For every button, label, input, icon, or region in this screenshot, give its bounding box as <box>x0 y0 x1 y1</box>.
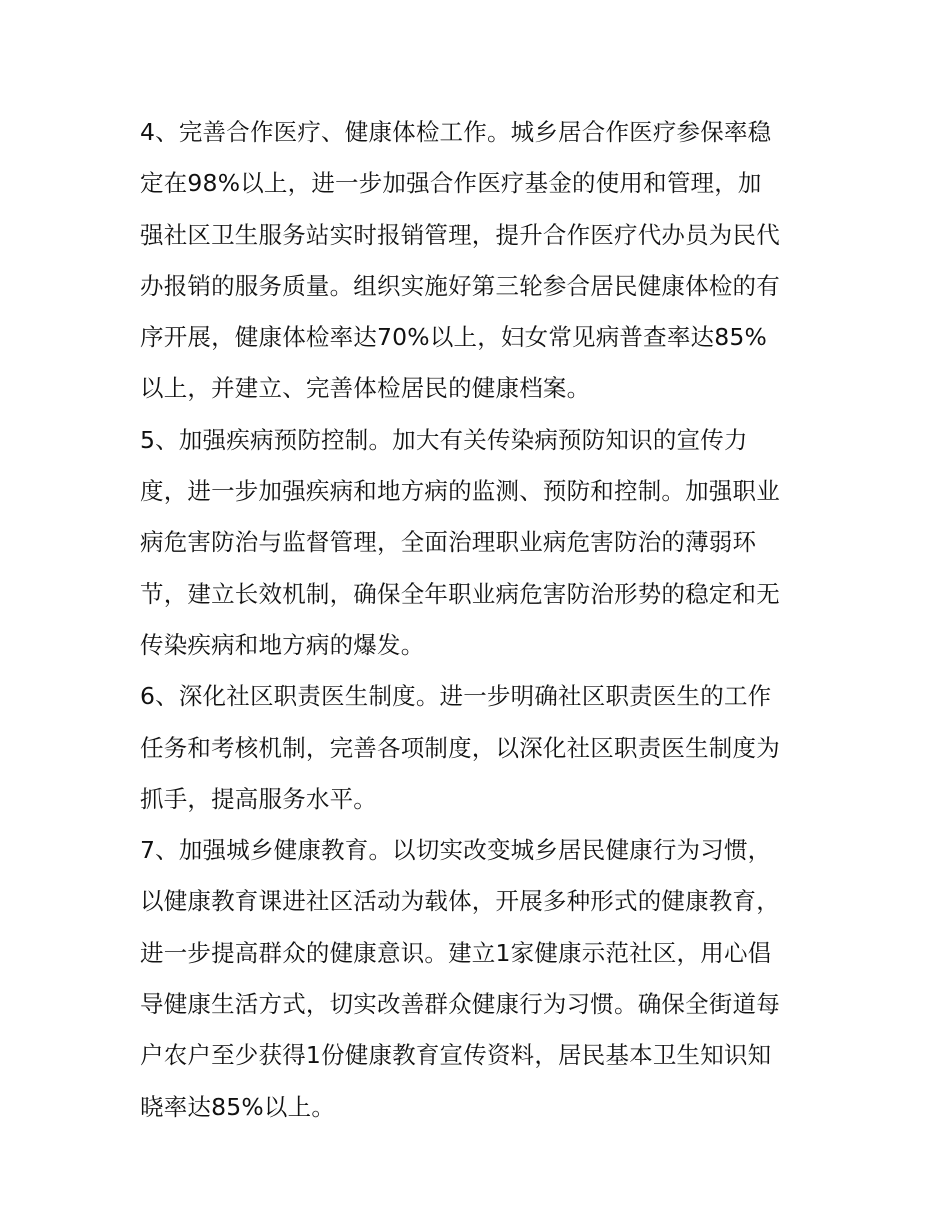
text-line: 导健康生活方式，切实改善群众健康行为习惯。确保全街道每 <box>140 990 780 1019</box>
paragraph-item-5 <box>140 418 820 674</box>
document-body <box>140 110 820 1136</box>
text-line: 晓率达85%以上。 <box>140 1092 336 1121</box>
text-line: 强社区卫生服务站实时报销管理，提升合作医疗代办员为民代 <box>140 220 780 249</box>
text-line: 进一步提高群众的健康意识。建立1家健康示范社区，用心倡 <box>140 938 772 967</box>
text-line: 抓手，提高服务水平。 <box>140 784 377 813</box>
text-line: 以上，并建立、完善体检居民的健康档案。 <box>140 374 591 403</box>
paragraph-item-6 <box>140 674 820 828</box>
text-line: 度，进一步加强疾病和地方病的监测、预防和控制。加强职业 <box>140 477 780 506</box>
text-line: 传染疾病和地方病的爆发。 <box>140 630 425 659</box>
text-line: 6、深化社区职责医生制度。进一步明确社区职责医生的工作 <box>140 682 772 711</box>
text-line: 任务和考核机制，完善各项制度，以深化社区职责医生制度为 <box>140 733 780 762</box>
text-line: 办报销的服务质量。组织实施好第三轮参合居民健康体检的有 <box>140 271 780 300</box>
paragraph-item-7 <box>140 828 820 1136</box>
text-line: 4、完善合作医疗、健康体检工作。城乡居合作医疗参保率稳 <box>140 118 772 146</box>
text-line: 序开展，健康体检率达70%以上，妇女常见病普查率达85% <box>140 323 768 352</box>
text-line: 以健康教育课进社区活动为载体，开展多种形式的健康教育， <box>140 887 780 916</box>
text-line: 5、加强疾病预防控制。加大有关传染病预防知识的宣传力 <box>140 425 748 454</box>
text-line: 节，建立长效机制，确保全年职业病危害防治形势的稳定和无 <box>140 579 780 608</box>
text-line: 7、加强城乡健康教育。以切实改变城乡居民健康行为习惯， <box>140 836 772 865</box>
text-line: 定在98%以上，进一步加强合作医疗基金的使用和管理，加 <box>140 169 762 198</box>
text-line: 病危害防治与监督管理，全面治理职业病危害防治的薄弱环 <box>140 528 757 557</box>
text-line: 户农户至少获得1份健康教育宣传资料，居民基本卫生知识知 <box>140 1041 772 1070</box>
paragraph-item-4 <box>140 110 820 418</box>
